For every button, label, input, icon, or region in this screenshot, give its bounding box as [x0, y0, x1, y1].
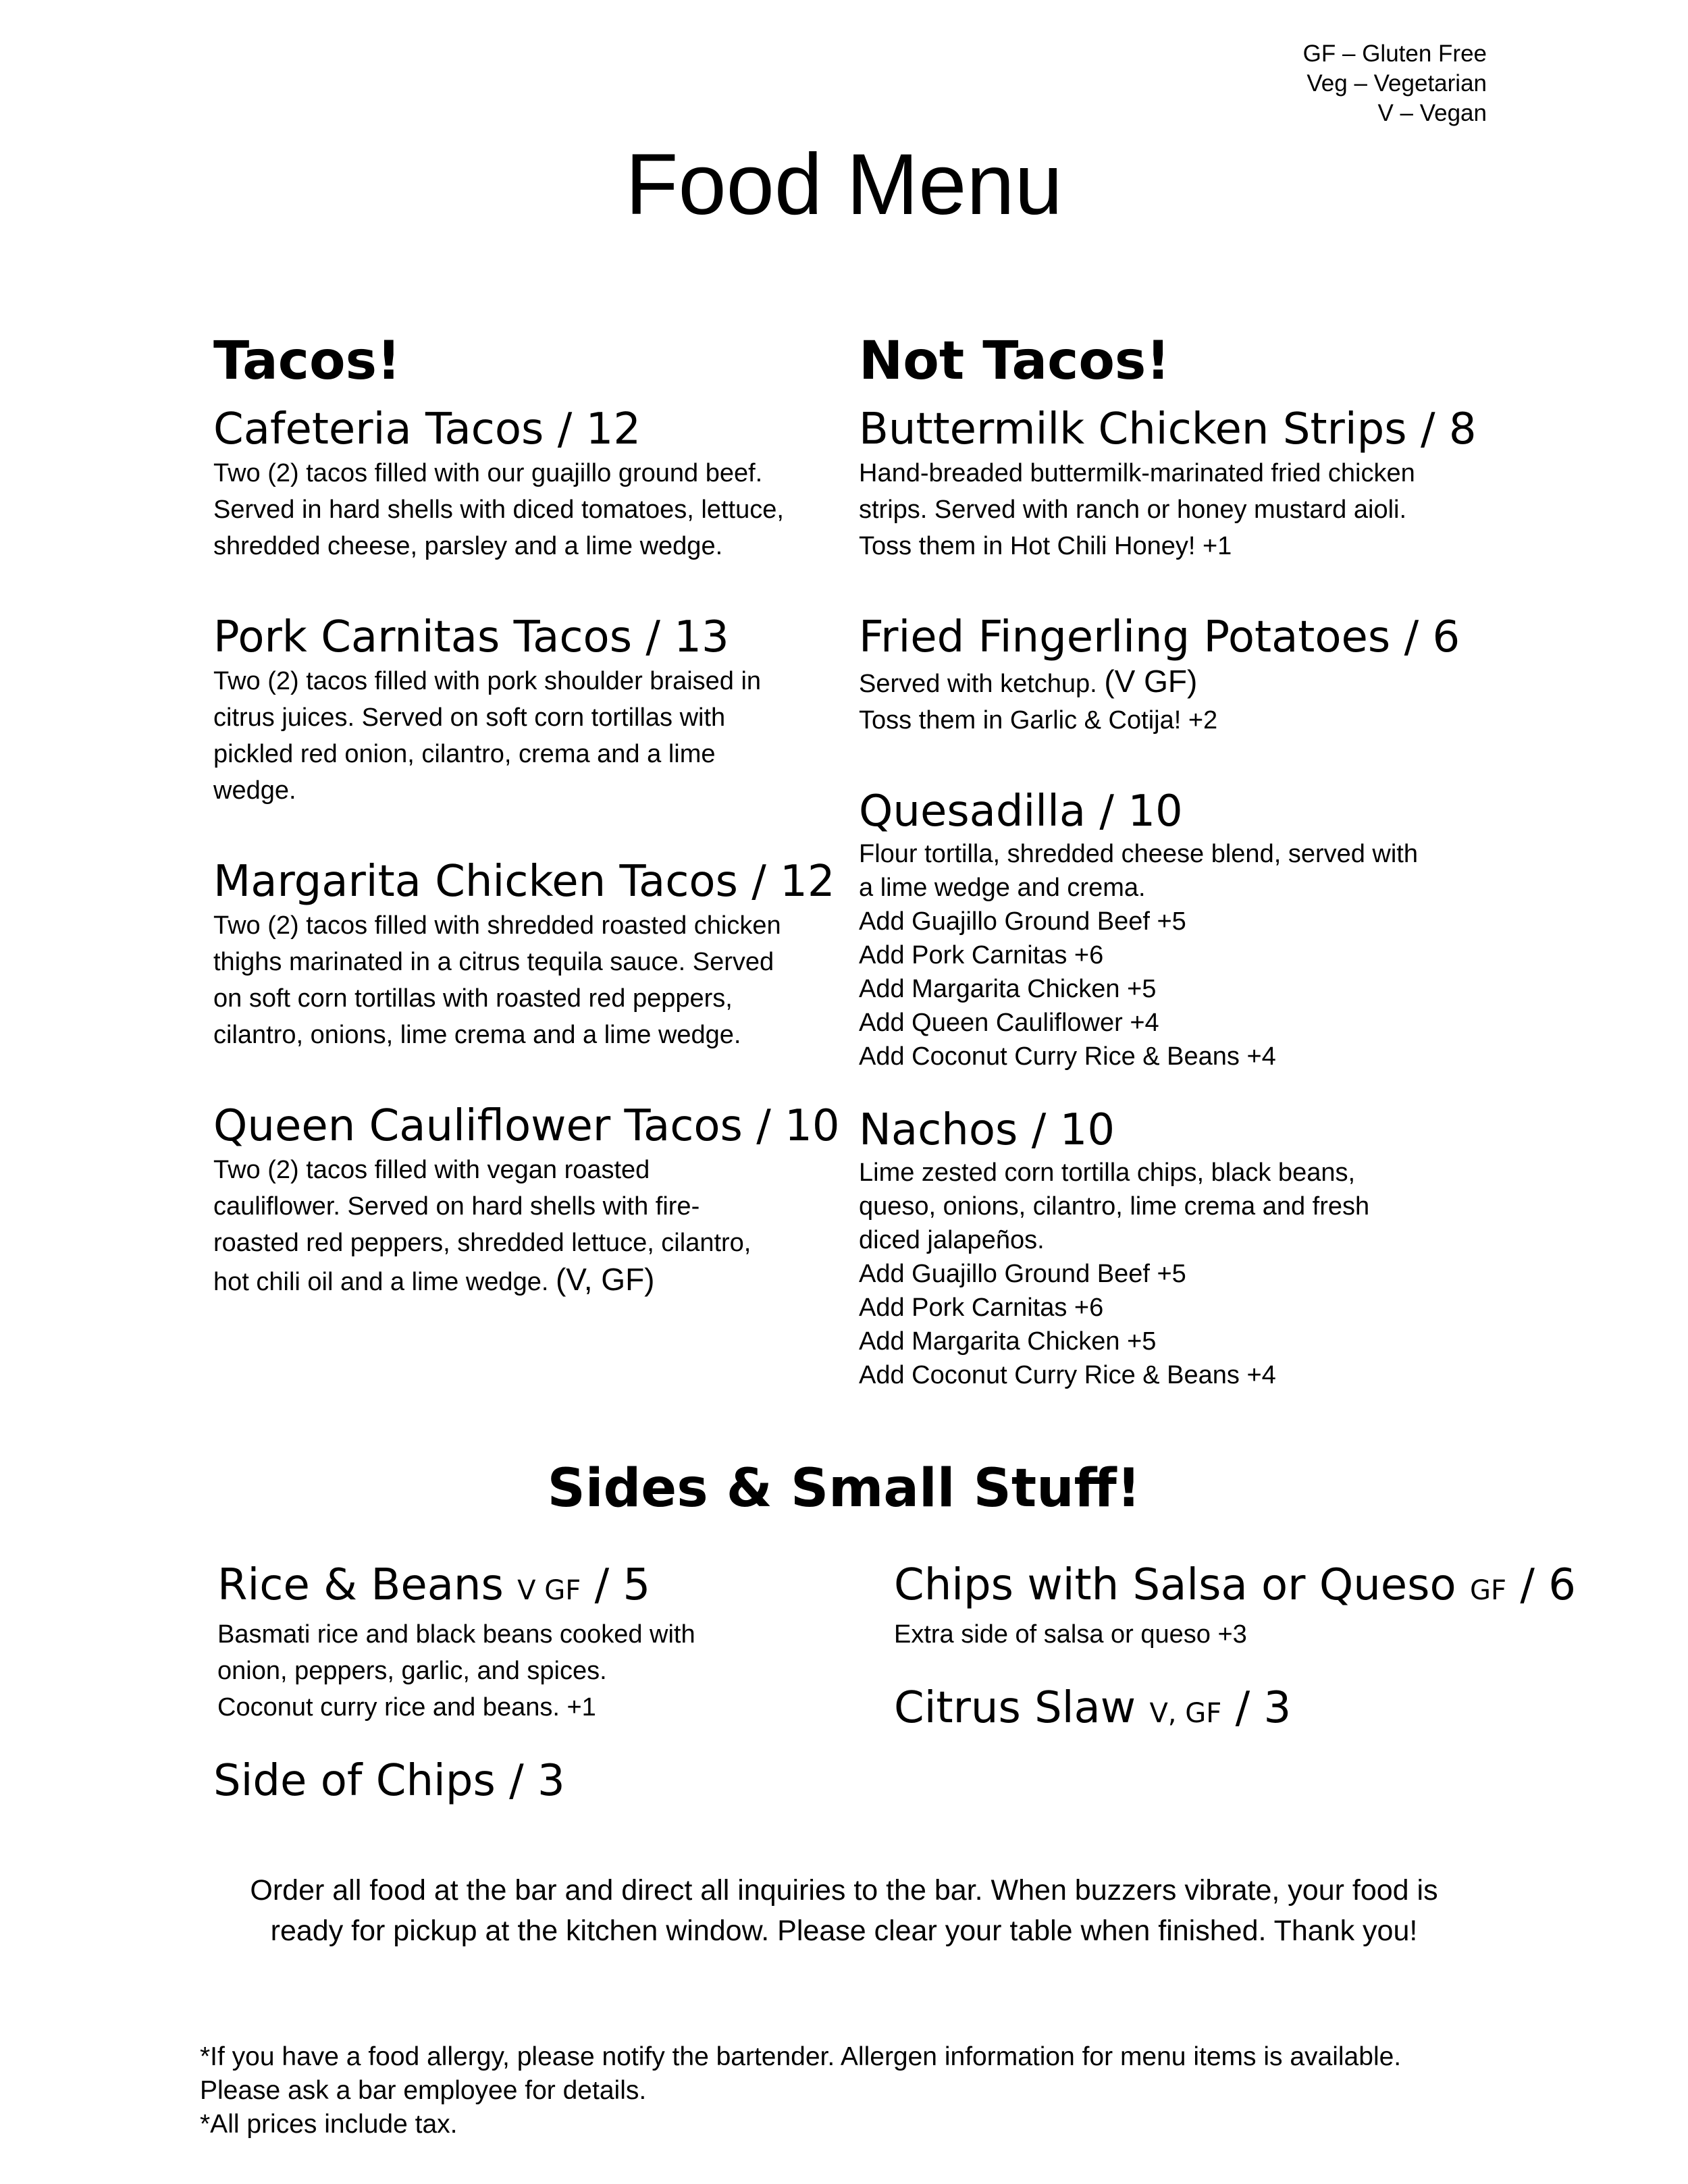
- menu-item: [213, 856, 855, 1053]
- menu-item: [859, 612, 1500, 739]
- item-name: Pork Carnitas Tacos / 13: [213, 612, 729, 662]
- desc-line: Basmati rice and black beans cooked with: [217, 1620, 695, 1649]
- desc-line: Two (2) tacos filled with our guajillo ground beef.: [213, 459, 763, 487]
- item-title: Citrus Slaw: [894, 1683, 1136, 1733]
- desc-line: wedge.: [213, 776, 296, 805]
- desc-line: Add Coconut Curry Rice & Beans +4: [859, 1361, 1276, 1389]
- desc-line: Add Margarita Chicken +5: [859, 1327, 1157, 1356]
- menu-item: [859, 1104, 1500, 1392]
- desc-line: Two (2) tacos filled with vegan roasted: [213, 1156, 650, 1184]
- item-description: [859, 663, 1500, 739]
- desc-line: Add Guajillo Ground Beef +5: [859, 1260, 1186, 1288]
- diet-tag: (V GF): [1104, 664, 1198, 699]
- menu-item: [859, 404, 1500, 564]
- legend-vegan: V – Vegan: [1377, 100, 1487, 126]
- item-description: [213, 907, 855, 1053]
- desc-line: Extra side of salsa or queso +3: [894, 1620, 1247, 1649]
- ordering-notice: [0, 1870, 1688, 1951]
- footnotes: [200, 2040, 1401, 2141]
- item-name: Nachos / 10: [859, 1105, 1115, 1155]
- desc-line: roasted red peppers, shredded lettuce, cilantro,: [213, 1229, 751, 1257]
- item-description: [213, 663, 855, 809]
- desc-line: a lime wedge and crema.: [859, 874, 1146, 902]
- menu-item: [217, 1560, 893, 1726]
- tacos-section: [213, 331, 855, 1348]
- footnote-line: *If you have a food allergy, please notify the bartender. Allergen information for menu items is available.: [200, 2042, 1402, 2071]
- item-name: [894, 1560, 1576, 1616]
- desc-line: onion, peppers, garlic, and spices.: [217, 1657, 607, 1685]
- sides-left-column: [213, 1560, 893, 1836]
- desc-line: Two (2) tacos filled with pork shoulder braised in: [213, 667, 762, 695]
- footnote-line: *All prices include tax.: [200, 2110, 458, 2139]
- item-title: Rice & Beans: [217, 1560, 504, 1610]
- desc-line: Two (2) tacos filled with shredded roasted chicken: [213, 911, 781, 940]
- menu-item: [213, 612, 855, 809]
- desc-line: Add Queen Cauliflower +4: [859, 1009, 1159, 1037]
- desc-line: [859, 663, 1500, 702]
- desc-line: Add Pork Carnitas +6: [859, 941, 1104, 969]
- desc-line: Add Coconut Curry Rice & Beans +4: [859, 1042, 1276, 1071]
- item-description: [859, 837, 1500, 1073]
- item-description: [859, 455, 1500, 564]
- item-name: Cafeteria Tacos / 12: [213, 404, 641, 454]
- diet-tag: V GF: [517, 1575, 581, 1606]
- not-tacos-heading: Not Tacos!: [859, 331, 1170, 392]
- not-tacos-section: [859, 331, 1500, 1439]
- footnote-line: Please ask a bar employee for details.: [200, 2076, 647, 2105]
- diet-tag: (V, GF): [555, 1262, 655, 1297]
- desc-line: Flour tortilla, shredded cheese blend, served with: [859, 840, 1419, 868]
- desc-line: citrus juices. Served on soft corn tortillas with: [213, 703, 726, 732]
- item-description: [213, 1152, 855, 1300]
- desc-line: Toss them in Hot Chili Honey! +1: [859, 532, 1232, 560]
- item-name: Fried Fingerling Potatoes / 6: [859, 612, 1460, 662]
- desc-line: pickled red onion, cilantro, crema and a lime: [213, 740, 716, 768]
- diet-legend: [1303, 39, 1487, 128]
- item-name: [894, 1682, 1569, 1739]
- page-title: Food Menu: [625, 136, 1063, 233]
- item-description: [213, 455, 855, 564]
- desc-line: diced jalapeños.: [859, 1226, 1045, 1254]
- desc-line: Add Margarita Chicken +5: [859, 975, 1157, 1003]
- menu-item: [213, 1100, 855, 1300]
- desc-line: cauliflower. Served on hard shells with fire-: [213, 1192, 700, 1221]
- sides-right-column: [894, 1560, 1576, 1769]
- desc-line: Add Guajillo Ground Beef +5: [859, 907, 1186, 936]
- desc-line: strips. Served with ranch or honey mustard aioli.: [859, 496, 1407, 524]
- legend-veg: Veg – Vegetarian: [1307, 70, 1487, 97]
- tacos-heading: Tacos!: [213, 331, 401, 392]
- legend-gf: GF – Gluten Free: [1302, 41, 1487, 67]
- menu-item: [859, 786, 1500, 1073]
- desc-line: Add Pork Carnitas +6: [859, 1294, 1104, 1322]
- menu-item: [213, 1755, 893, 1807]
- item-name: [217, 1560, 893, 1616]
- diet-tag: GF: [1469, 1575, 1506, 1606]
- desc-text: hot chili oil and a lime wedge.: [213, 1268, 549, 1296]
- item-price: / 6: [1520, 1560, 1576, 1610]
- desc-line: queso, onions, cilantro, lime crema and fresh: [859, 1192, 1370, 1221]
- item-name: Margarita Chicken Tacos / 12: [213, 857, 835, 907]
- item-price: / 5: [594, 1560, 651, 1610]
- desc-line: on soft corn tortillas with roasted red peppers,: [213, 984, 733, 1013]
- desc-text: Served with ketchup.: [859, 670, 1097, 698]
- desc-line: Served in hard shells with diced tomatoes, lettuce,: [213, 496, 784, 524]
- item-description: [894, 1616, 1569, 1653]
- menu-item: [894, 1560, 1576, 1653]
- item-name: Queen Cauliflower Tacos / 10: [213, 1101, 840, 1151]
- menu-item: [213, 404, 855, 564]
- desc-line: Hand-breaded buttermilk-marinated fried chicken: [859, 459, 1415, 487]
- item-name: Quesadilla / 10: [859, 787, 1183, 836]
- notice-line: ready for pickup at the kitchen window. Please clear your table when finished. Thank you!: [270, 1915, 1418, 1947]
- item-price: / 3: [1235, 1683, 1292, 1733]
- menu-item: [894, 1682, 1569, 1739]
- item-description: [217, 1616, 893, 1726]
- desc-line: shredded cheese, parsley and a lime wedge.: [213, 532, 723, 560]
- desc-line: cilantro, onions, lime crema and a lime wedge.: [213, 1021, 741, 1049]
- item-name: Side of Chips / 3: [213, 1756, 565, 1806]
- desc-line: Toss them in Garlic & Cotija! +2: [859, 706, 1218, 735]
- desc-line: Coconut curry rice and beans. +1: [217, 1693, 596, 1722]
- diet-tag: V, GF: [1149, 1698, 1222, 1729]
- item-title: Chips with Salsa or Queso: [894, 1560, 1456, 1610]
- desc-line: [213, 1261, 855, 1300]
- notice-line: Order all food at the bar and direct all inquiries to the bar. When buzzers vibrate, your food is: [250, 1874, 1438, 1907]
- desc-line: Lime zested corn tortilla chips, black beans,: [859, 1158, 1356, 1187]
- desc-line: thighs marinated in a citrus tequila sauce. Served: [213, 948, 774, 976]
- item-description: [859, 1156, 1500, 1392]
- sides-heading: Sides & Small Stuff!: [547, 1458, 1141, 1519]
- item-name: Buttermilk Chicken Strips / 8: [859, 404, 1477, 454]
